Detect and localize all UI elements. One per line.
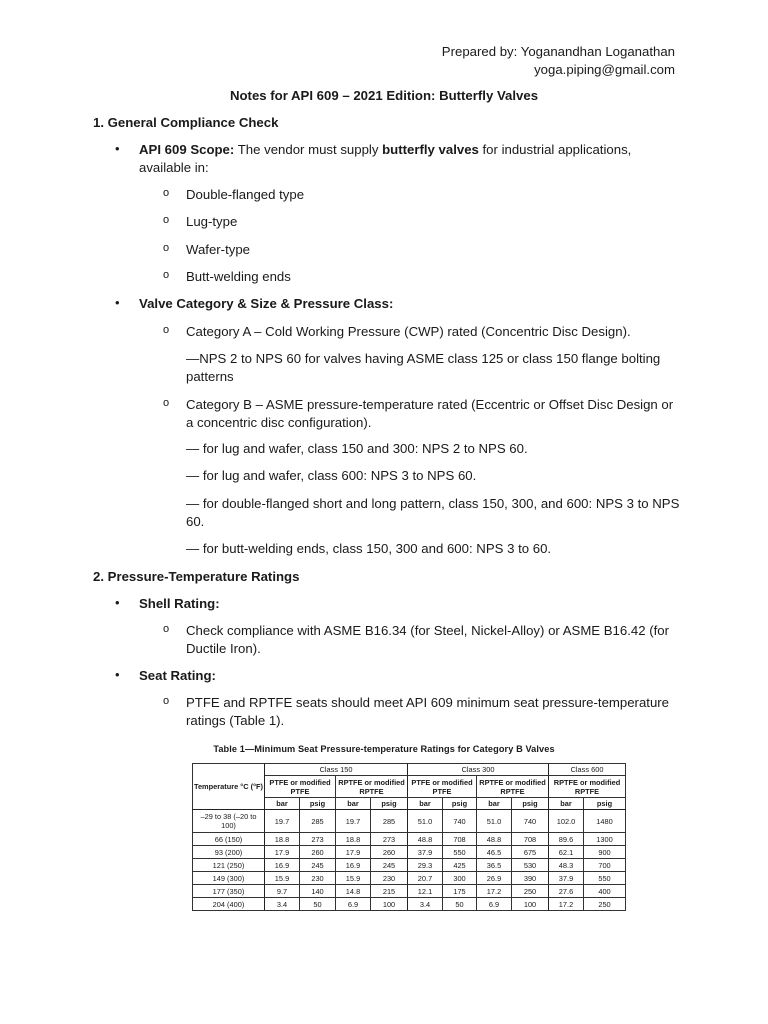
circle-bullet-icon: o	[163, 242, 170, 254]
table-cell: 140	[300, 885, 336, 898]
scope-paragraph	[139, 141, 679, 177]
shell-rating-heading: Shell Rating:	[139, 596, 220, 611]
temperature-cell: 93 (200)	[193, 846, 265, 859]
table-cell: 700	[584, 859, 626, 872]
category-b-text: Category B – ASME pressure-temperature rated (Eccentric or Offset Disc Design or a concentric disc configuration).	[186, 397, 674, 430]
valve-type-item: Double-flanged type	[186, 187, 305, 202]
table-row	[193, 846, 626, 859]
bullet-icon: •	[115, 595, 120, 610]
table-cell: 425	[443, 859, 477, 872]
material-header: PTFE or modified PTFE	[408, 776, 477, 798]
table-cell: 708	[443, 833, 477, 846]
table-row	[193, 810, 626, 833]
category-b-note: — for lug and wafer, class 600: NPS 3 to NPS 60.	[186, 468, 477, 483]
table-cell: 6.9	[477, 898, 512, 911]
table-cell: 37.9	[549, 872, 584, 885]
table-cell: 48.3	[549, 859, 584, 872]
circle-bullet-icon: o	[163, 324, 170, 336]
table-cell: 273	[371, 833, 408, 846]
table-row	[193, 872, 626, 885]
table-cell: 300	[443, 872, 477, 885]
table-cell: 17.2	[549, 898, 584, 911]
table-cell: 26.9	[477, 872, 512, 885]
table-cell: 12.1	[408, 885, 443, 898]
table-cell: 708	[512, 833, 549, 846]
table-cell: 740	[512, 810, 549, 833]
table-cell: 27.6	[549, 885, 584, 898]
circle-bullet-icon: o	[163, 269, 170, 281]
table-cell: 50	[443, 898, 477, 911]
circle-bullet-icon: o	[163, 397, 170, 409]
material-header: RPTFE or modified RPTFE	[336, 776, 408, 798]
section-1-heading: 1. General Compliance Check	[93, 115, 279, 130]
table-title: Table 1—Minimum Seat Pressure-temperature Ratings for Category B Valves	[213, 744, 555, 754]
scope-label: API 609 Scope:	[139, 142, 235, 157]
table-cell: 100	[512, 898, 549, 911]
circle-bullet-icon: o	[163, 187, 170, 199]
table-cell: 48.8	[408, 833, 443, 846]
table-cell: 19.7	[265, 810, 300, 833]
table-cell: 46.5	[477, 846, 512, 859]
table-cell: 51.0	[408, 810, 443, 833]
table-cell: 1300	[584, 833, 626, 846]
table-cell: 175	[443, 885, 477, 898]
table-cell: 250	[584, 898, 626, 911]
table-cell: 250	[512, 885, 549, 898]
circle-bullet-icon: o	[163, 214, 170, 226]
author-email: yoga.piping@gmail.com	[534, 61, 675, 77]
temperature-cell: 149 (300)	[193, 872, 265, 885]
category-heading: Valve Category & Size & Pressure Class:	[139, 296, 394, 311]
bullet-icon: •	[115, 295, 120, 310]
table-cell: 3.4	[408, 898, 443, 911]
table-cell: 17.2	[477, 885, 512, 898]
valve-type-item: Wafer-type	[186, 242, 250, 257]
table-cell: 230	[300, 872, 336, 885]
temperature-cell: 66 (150)	[193, 833, 265, 846]
unit-header: psig	[443, 798, 477, 810]
table-cell: 1480	[584, 810, 626, 833]
table-cell: 19.7	[336, 810, 371, 833]
table-cell: 15.9	[336, 872, 371, 885]
table-cell: 16.9	[336, 859, 371, 872]
temperature-header: Temperature °C (°F)	[193, 764, 265, 810]
table-cell: 6.9	[336, 898, 371, 911]
table-cell: 390	[512, 872, 549, 885]
unit-header: psig	[371, 798, 408, 810]
table-cell: 550	[443, 846, 477, 859]
unit-header: psig	[300, 798, 336, 810]
valve-type-item: Butt-welding ends	[186, 269, 291, 284]
shell-rating-text: Check compliance with ASME B16.34 (for Steel, Nickel-Alloy) or ASME B16.42 (for Ductile Iron).	[186, 623, 670, 656]
section-2-heading: 2. Pressure-Temperature Ratings	[93, 569, 300, 584]
table-cell: 245	[300, 859, 336, 872]
table-cell: 14.8	[336, 885, 371, 898]
table-cell: 62.1	[549, 846, 584, 859]
temperature-cell: –29 to 38 (–20 to 100)	[193, 810, 265, 833]
table-cell: 20.7	[408, 872, 443, 885]
table-cell: 100	[371, 898, 408, 911]
table-cell: 89.6	[549, 833, 584, 846]
table-cell: 102.0	[549, 810, 584, 833]
table-cell: 29.3	[408, 859, 443, 872]
document-title: Notes for API 609 – 2021 Edition: Butterfly Valves	[229, 88, 539, 103]
temperature-cell: 204 (400)	[193, 898, 265, 911]
table-cell: 900	[584, 846, 626, 859]
table-cell: 51.0	[477, 810, 512, 833]
table-cell: 285	[300, 810, 336, 833]
bullet-icon: •	[115, 667, 120, 682]
scope-text-a: The vendor must supply	[234, 142, 383, 157]
scope-text-b: for industrial applications, available in:	[139, 142, 632, 175]
table-cell: 50	[300, 898, 336, 911]
table-cell: 18.8	[265, 833, 300, 846]
table-cell: 245	[371, 859, 408, 872]
table-cell: 17.9	[336, 846, 371, 859]
author-block	[442, 43, 675, 78]
table-cell: 285	[371, 810, 408, 833]
material-header: PTFE or modified PTFE	[265, 776, 336, 798]
table-row	[193, 885, 626, 898]
category-b-note: — for lug and wafer, class 150 and 300: NPS 2 to NPS 60.	[186, 441, 528, 456]
table-cell: 260	[300, 846, 336, 859]
table-cell: 3.4	[265, 898, 300, 911]
unit-header: psig	[584, 798, 626, 810]
unit-header: bar	[265, 798, 300, 810]
class-header: Class 600	[549, 764, 626, 776]
circle-bullet-icon: o	[163, 623, 170, 635]
unit-header: bar	[477, 798, 512, 810]
category-a-note: —NPS 2 to NPS 60 for valves having ASME class 125 or class 150 flange bolting patterns	[186, 351, 661, 384]
table-cell: 260	[371, 846, 408, 859]
table-cell: 273	[300, 833, 336, 846]
material-header: RPTFE or modified RPTFE	[477, 776, 549, 798]
prepared-by: Prepared by: Yoganandhan Loganathan	[441, 44, 675, 59]
table-row	[193, 898, 626, 911]
table-cell: 37.9	[408, 846, 443, 859]
category-b-note: — for butt-welding ends, class 150, 300 and 600: NPS 3 to 60.	[186, 541, 552, 556]
category-a-text: Category A – Cold Working Pressure (CWP) rated (Concentric Disc Design).	[186, 324, 631, 339]
bullet-icon: •	[115, 141, 120, 156]
table-cell: 230	[371, 872, 408, 885]
table-cell: 740	[443, 810, 477, 833]
temperature-cell: 121 (250)	[193, 859, 265, 872]
class-header: Class 150	[265, 764, 408, 776]
scope-text-bold: butterfly valves	[382, 142, 479, 157]
table-row	[193, 833, 626, 846]
material-header: RPTFE or modified RPTFE	[549, 776, 626, 798]
table-cell: 17.9	[265, 846, 300, 859]
seat-rating-heading: Seat Rating:	[139, 668, 216, 683]
table-cell: 18.8	[336, 833, 371, 846]
valve-type-item: Lug-type	[186, 214, 238, 229]
unit-header: bar	[408, 798, 443, 810]
table-cell: 16.9	[265, 859, 300, 872]
unit-header: bar	[336, 798, 371, 810]
table-cell: 675	[512, 846, 549, 859]
class-header: Class 300	[408, 764, 549, 776]
table-cell: 550	[584, 872, 626, 885]
table-row	[193, 859, 626, 872]
table-cell: 15.9	[265, 872, 300, 885]
table-cell: 400	[584, 885, 626, 898]
unit-header: psig	[512, 798, 549, 810]
category-b-note: — for double-flanged short and long pattern, class 150, 300, and 600: NPS 3 to NPS 60.	[186, 496, 680, 529]
seat-rating-table	[192, 763, 626, 911]
table-cell: 9.7	[265, 885, 300, 898]
table-cell: 36.5	[477, 859, 512, 872]
circle-bullet-icon: o	[163, 695, 170, 707]
table-cell: 530	[512, 859, 549, 872]
temperature-cell: 177 (350)	[193, 885, 265, 898]
seat-rating-text: PTFE and RPTFE seats should meet API 609 minimum seat pressure-temperature ratings (Table 1).	[186, 695, 670, 728]
table-cell: 215	[371, 885, 408, 898]
unit-header: bar	[549, 798, 584, 810]
table-cell: 48.8	[477, 833, 512, 846]
